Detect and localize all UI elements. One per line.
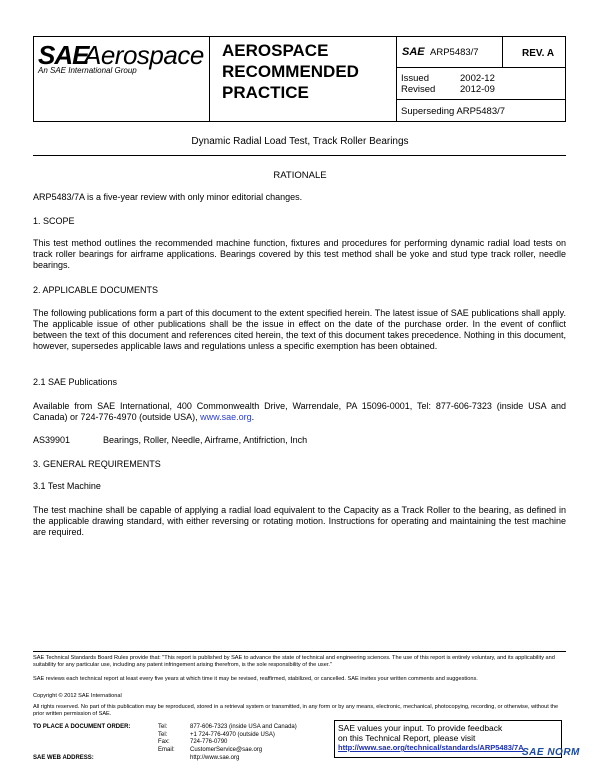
- doc-number: ARP5483/7: [430, 47, 479, 58]
- as-reference: AS39901 Bearings, Roller, Needle, Airframe, Antifriction, Inch: [33, 435, 308, 445]
- doc-sae-mark: SAE: [402, 46, 425, 58]
- web-address-link[interactable]: http://www.sae.org: [190, 754, 240, 761]
- feedback-box: SAE values your input. To provide feedback on this Technical Report, please visit http://www.sae.org/technical/standards/ARP5483/7A: [334, 720, 562, 758]
- sae-website-link[interactable]: www.sae.org: [200, 412, 252, 422]
- email-link[interactable]: CustomerService@sae.org: [190, 747, 263, 754]
- sae-publications-text: Available from SAE International, 400 Commonwealth Drive, Warrendale, PA 15096-0001, Tel: 877-606-7323 (inside USA and Canada) or 724-776-4970 (outside USA), www.sae.org.: [33, 401, 566, 422]
- watermark: SAE NORM: [522, 747, 580, 758]
- feedback-link[interactable]: http://www.sae.org/technical/standards/ARP5483/7A: [338, 743, 524, 752]
- footer-copyright: Copyright © 2012 SAE International: [33, 693, 122, 699]
- footer-rules: SAE Technical Standards Board Rules provide that: "This report is published by SAE to advance the state of technical and engineering sciences. The use of this report is entirely voluntary, and its applicability and suitability for any particular use, including any patent infringement arising therefrom, is the sole responsibility of the user.": [33, 655, 555, 668]
- test-machine-text: The test machine shall be capable of applying a radial load equivalent to the Capacity as a Track Roller to the bearing, as defined in the applicable drawing standard, with either reversing or rotating motion. Instructions for operating and maintaining the test machine are required.: [33, 505, 566, 537]
- rationale-text: ARP5483/7A is a five-year review with only minor editorial changes.: [33, 192, 303, 202]
- issue-dates: Issued 2002-12 Revised 2012-09: [401, 73, 495, 95]
- aerospace-logo-text: Aerospace: [84, 40, 204, 70]
- revision: REV. A: [522, 48, 555, 59]
- superseding: Superseding ARP5483/7: [401, 106, 506, 117]
- footer-rights: All rights reserved. No part of this publication may be reproduced, stored in a retrieval system or transmitted, in any form or by any means, electronic, mechanical, photocopying, recording, or otherwise, without the prior written permission of SAE.: [33, 704, 559, 717]
- document-title: Dynamic Radial Load Test, Track Roller Bearings: [191, 136, 409, 147]
- test-machine-heading: 3.1 Test Machine: [33, 481, 101, 491]
- practice-heading: AEROSPACE RECOMMENDED PRACTICE: [222, 41, 359, 102]
- title-separator: [33, 155, 566, 156]
- applicable-docs-text: The following publications form a part of this document to the extent specified herein. The latest issue of SAE publications shall apply. The applicable issue of other publications shall be the issue in effect on the date of the purchase order. In the event of conflict between the text of this document and references cited herein, the text of this document takes precedence. Nothing in this document, however, supersedes applicable laws and regulations unless a specific exemption has been obtained.: [33, 308, 566, 351]
- logo-subtitle: An SAE International Group: [38, 66, 137, 75]
- rationale-heading: RATIONALE: [273, 170, 327, 181]
- scope-heading: 1. SCOPE: [33, 216, 75, 226]
- applicable-docs-heading: 2. APPLICABLE DOCUMENTS: [33, 285, 159, 295]
- scope-text: This test method outlines the recommended machine function, fixtures and procedures for performing dynamic radial load tests on track roller bearings for airframe applications. Bearings covered by this test method shall be yoke and stud type track roller, needle bearings.: [33, 238, 566, 270]
- sae-logo: SAE: [38, 40, 89, 70]
- general-requirements-heading: 3. GENERAL REQUIREMENTS: [33, 459, 161, 469]
- footer-review: SAE reviews each technical report at least every five years at which time it may be revised, reaffirmed, stabilized, or cancelled. SAE invites your written comments and suggestions.: [33, 676, 478, 682]
- sae-publications-heading: 2.1 SAE Publications: [33, 377, 118, 387]
- footer-separator: [33, 651, 566, 652]
- order-contact: TO PLACE A DOCUMENT ORDER: Tel: 877-606-7323 (inside USA and Canada) Tel: +1 724-776-4970 (outside USA) Fax: 724-776-0790 Email: CustomerService@sae.org SAE WEB ADDRESS: http://www.sae.org: [33, 724, 297, 761]
